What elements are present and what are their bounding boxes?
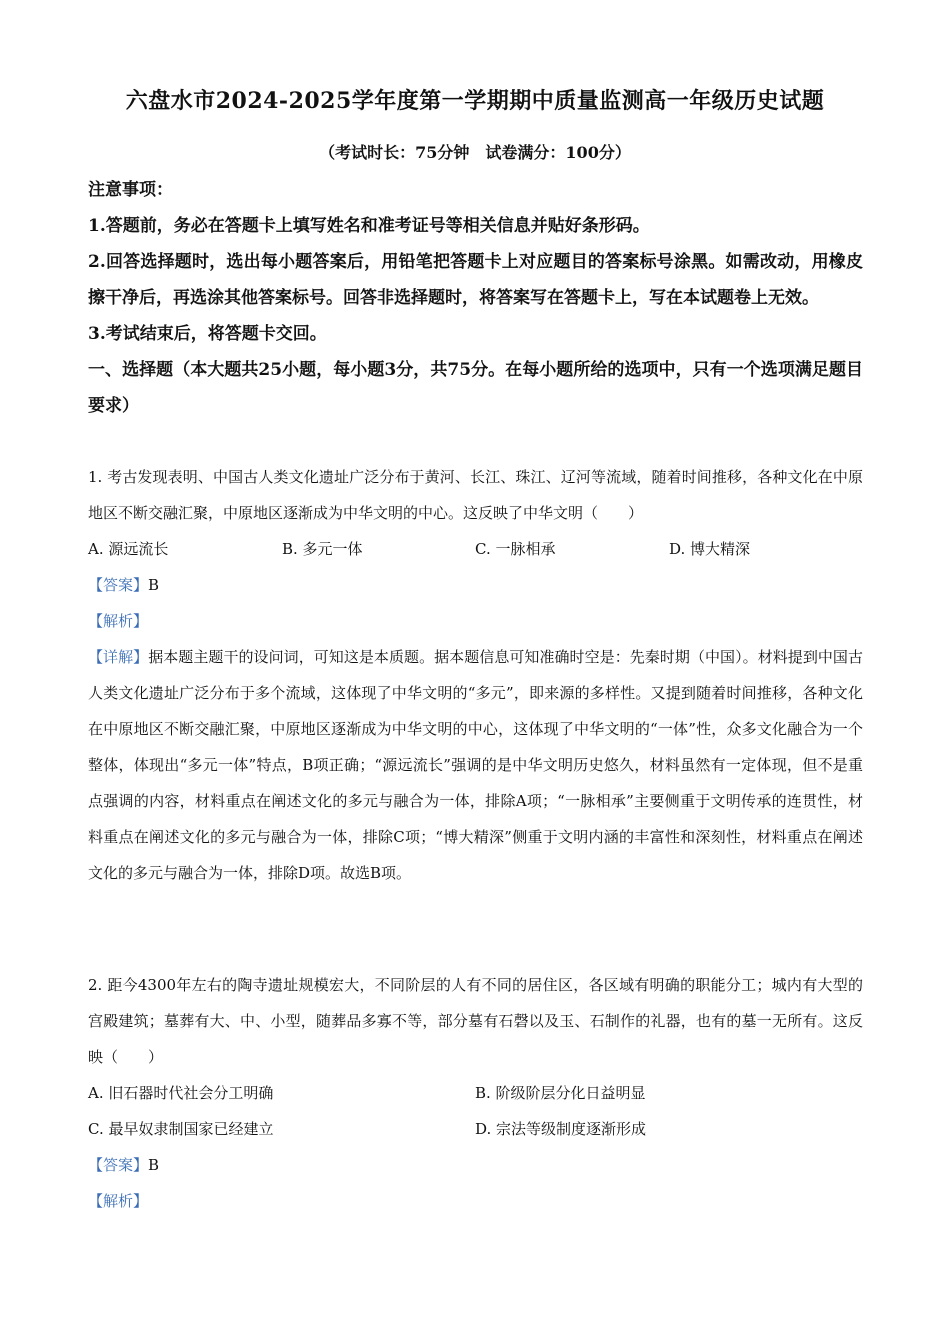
note-item-3: 3.考试结束后，将答题卡交回。 [88,324,327,344]
answer-line [88,567,863,603]
analysis-line [88,603,863,639]
option-c: C. 一脉相承 [475,540,556,558]
answer-value: B [148,1156,160,1174]
option-c: C. 最早奴隶制国家已经建立 [88,1120,274,1138]
question-stem: 2. 距今4300年左右的陶寺遗址规模宏大，不同阶层的人有不同的居住区，各区域有明确的职能分工；城内有大型的宫殿建筑；墓葬有大、中、小型，随葬品多寡不等，部分墓有石磬以及玉、石制作的礼器，也有的墓一无所有。这反映（ ） [88,976,863,1066]
option-d: D. 博大精深 [669,540,751,558]
options-row [88,1075,863,1111]
section-heading: 一、选择题（本大题共25小题，每小题3分，共75分。在每小题所给的选项中，只有一个选项满足题目要求） [88,360,863,416]
detail-paragraph [88,639,863,891]
option-b: B. 多元一体 [282,540,363,558]
option-b: B. 阶级阶层分化日益明显 [475,1084,646,1102]
question-2 [88,967,863,1219]
option-a: A. 旧石器时代社会分工明确 [88,1084,274,1102]
options-row [88,531,863,567]
option-d: D. 宗法等级制度逐渐形成 [475,1120,647,1138]
answer-tag: 【答案】 [88,576,149,594]
answer-value: B [148,576,160,594]
notes-section [88,172,863,424]
analysis-tag: 【解析】 [88,1192,149,1210]
question-1 [88,459,863,891]
question-stem: 1. 考古发现表明、中国古人类文化遗址广泛分布于黄河、长江、珠江、辽河等流域，随着时间推移，各种文化在中原地区不断交融汇聚，中原地区逐渐成为中华文明的中心。这反映了中华文明（ ） [88,468,863,522]
analysis-line [88,1183,863,1219]
options-row [88,1111,863,1147]
note-item-2: 2.回答选择题时，选出每小题答案后，用铅笔把答题卡上对应题目的答案标号涂黑。如需改动，用橡皮擦干净后，再选涂其他答案标号。回答非选择题时，将答案写在答题卡上，写在本试题卷上无效。 [88,252,863,308]
note-item-1: 1.答题前，务必在答题卡上填写姓名和准考证号等相关信息并贴好条形码。 [88,216,650,236]
detail-text: 据本题主题干的设问词，可知这是本质题。据本题信息可知准确时空是：先秦时期（中国）。材料提到中国古人类文化遗址广泛分布于多个流域，这体现了中华文明的“多元”，即来源的多样性。又提到随着时间推移，各种文化在中原地区不断交融汇聚，中原地区逐渐成为中华文明的中心，这体现了中华文明的“一体”性，众多文化融合为一个整体，体现出“多元一体”特点，B项正确；“源远流长”强调的是中华文明历史悠久，材料虽然有一定体现，但不是重点强调的内容，材料重点在阐述文化的多元与融合为一体，排除A项；“一脉相承”主要侧重于文明传承的连贯性，材料重点在阐述文化的多元与融合为一体，排除C项；“博大精深”侧重于文明内涵的丰富性和深刻性，材料重点在阐述文化的多元与融合为一体，排除D项。故选B项。 [88,648,863,882]
page-title: 六盘水市2024-2025学年度第一学期期中质量监测高一年级历史试题 [125,88,825,114]
analysis-tag: 【解析】 [88,612,149,630]
answer-tag: 【答案】 [88,1156,149,1174]
notes-heading: 注意事项： [88,180,173,200]
answer-line [88,1147,863,1183]
detail-tag: 【详解】 [88,648,149,666]
option-a: A. 源远流长 [88,540,169,558]
exam-info: （考试时长：75分钟 试卷满分：100分） [319,143,631,162]
